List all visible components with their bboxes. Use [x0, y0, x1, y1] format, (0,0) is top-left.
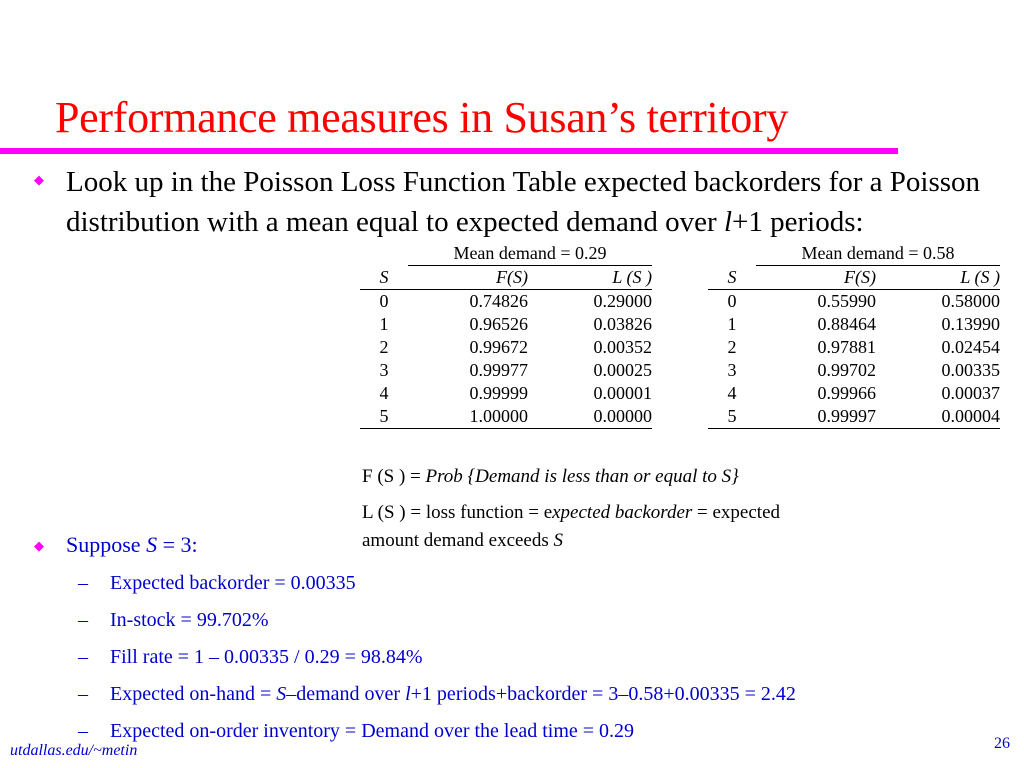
- sub-item-text: Expected backorder = 0.00335: [110, 572, 356, 594]
- table-row: [360, 313, 652, 336]
- bullet-lookup-var: l: [723, 206, 732, 238]
- cell-s: 2: [379, 337, 389, 357]
- table-row: [360, 336, 652, 359]
- cell-s: 1: [727, 314, 737, 334]
- cell-f: 0.99966: [817, 383, 876, 403]
- cell-f: 0.97881: [817, 337, 876, 357]
- cell-f: 0.99997: [756, 405, 876, 429]
- col-header-f: F(S): [408, 266, 528, 290]
- table-mean-label: Mean demand = 0.58: [756, 242, 1000, 266]
- bullet-suppose: [66, 530, 198, 560]
- cell-l: 0.02454: [941, 337, 1000, 357]
- footer-url: utdallas.edu/~metin: [10, 742, 138, 759]
- cell-s: 5: [360, 405, 408, 429]
- sub-item-on-order: [78, 720, 634, 743]
- cell-f: 0.96526: [469, 314, 528, 334]
- sub-item-text: In-stock = 99.702%: [110, 609, 269, 631]
- table-mean-label: Mean demand = 0.29: [408, 242, 652, 266]
- table-row: [360, 359, 652, 382]
- definition-l-mid: xpected backorder: [552, 502, 693, 523]
- bullet-lookup-end: +1 periods:: [732, 206, 864, 238]
- sub-item-var-s: S: [276, 683, 287, 705]
- sub-item-fill-rate: [78, 646, 423, 669]
- sub-item-mid: –demand over: [286, 683, 406, 705]
- cell-f: 0.99702: [817, 360, 876, 380]
- title-underline: [0, 148, 898, 154]
- definition-f-rhs: Prob {Demand is less than or equal to S}: [425, 466, 739, 487]
- cell-l: 0.58000: [941, 291, 1000, 311]
- sub-item-text: Expected on-order inventory = Demand over the lead time = 0.29: [110, 720, 635, 742]
- loss-table-mean-029: [360, 242, 652, 429]
- cell-l: 0.03826: [593, 314, 652, 334]
- cell-f: 0.74826: [469, 291, 528, 311]
- cell-s: 1: [379, 314, 389, 334]
- cell-f: 0.99999: [469, 383, 528, 403]
- table-row: [708, 382, 1000, 405]
- cell-s: 2: [727, 337, 737, 357]
- cell-f: 0.88464: [817, 314, 876, 334]
- dash-marker: –: [78, 646, 88, 668]
- definition-l-line2-var: S: [553, 530, 564, 551]
- sub-item-pre: Expected on-hand =: [110, 683, 277, 705]
- bullet-suppose-var: S: [146, 532, 158, 557]
- definition-l-line2-text: amount demand exceeds: [362, 530, 554, 551]
- table-row: [708, 290, 1000, 314]
- table-row: [360, 290, 652, 314]
- cell-s: 3: [727, 360, 737, 380]
- col-header-f: F(S): [756, 266, 876, 290]
- cell-f: 0.99977: [469, 360, 528, 380]
- definition-f-lhs: F (S ) =: [362, 466, 426, 487]
- sub-item-in-stock: [78, 609, 268, 632]
- table-row: [708, 336, 1000, 359]
- col-header-s: S: [708, 266, 756, 290]
- sub-item-post: +1 periods+backorder = 3–0.58+0.00335 = 2.42: [410, 683, 796, 705]
- table-row: [708, 313, 1000, 336]
- col-header-s: S: [360, 266, 408, 290]
- dash-marker: –: [78, 720, 88, 742]
- cell-s: 4: [379, 383, 389, 403]
- sub-item-backorder: [78, 572, 356, 595]
- col-header-l: L (S ): [528, 266, 652, 290]
- bullet-suppose-prefix: Suppose: [66, 532, 147, 557]
- definition-l-end: = expected: [692, 502, 781, 523]
- cell-s: 5: [708, 405, 756, 429]
- cell-l: 0.13990: [941, 314, 1000, 334]
- cell-f: 0.55990: [817, 291, 876, 311]
- col-header-l: L (S ): [876, 266, 1000, 290]
- definition-l: [362, 502, 780, 524]
- dash-marker: –: [78, 609, 88, 631]
- cell-l: 0.00025: [593, 360, 652, 380]
- dash-marker: –: [78, 572, 88, 594]
- diamond-bullet-icon: ◆: [34, 538, 44, 553]
- bullet-lookup-text: Look up in the Poisson Loss Function Table expected backorders for a Poisson distribution with a mean equal to expected demand over: [66, 166, 981, 238]
- cell-l: 0.29000: [593, 291, 652, 311]
- cell-f: 1.00000: [408, 405, 528, 429]
- cell-l: 0.00004: [876, 405, 1000, 429]
- sub-item-text: Fill rate = 1 – 0.00335 / 0.29 = 98.84%: [110, 646, 423, 668]
- table-row: [708, 405, 1000, 429]
- dash-marker: –: [78, 683, 88, 705]
- cell-s: 0: [727, 291, 737, 311]
- table-row: [360, 405, 652, 429]
- definition-l-lhs: L (S ) = loss function = e: [362, 502, 553, 523]
- cell-s: 3: [379, 360, 389, 380]
- table-row: [360, 382, 652, 405]
- table-row: [708, 359, 1000, 382]
- cell-l: 0.00001: [593, 383, 652, 403]
- loss-table-mean-058: [708, 242, 1000, 429]
- sub-item-var-l: l: [405, 683, 411, 705]
- bullet-lookup: [66, 162, 1016, 242]
- definition-l-line2: [362, 530, 563, 552]
- cell-l: 0.00352: [593, 337, 652, 357]
- definition-f: [362, 466, 739, 488]
- diamond-bullet-icon: ◆: [34, 172, 44, 187]
- cell-l: 0.00335: [941, 360, 1000, 380]
- bullet-suppose-suffix: = 3:: [157, 532, 198, 557]
- cell-s: 4: [727, 383, 737, 403]
- sub-item-on-hand: [78, 683, 796, 706]
- cell-l: 0.00037: [941, 383, 1000, 403]
- slide-title: Performance measures in Susan’s territory: [55, 93, 789, 142]
- page-number: 26: [994, 735, 1010, 752]
- cell-s: 0: [379, 291, 389, 311]
- cell-l: 0.00000: [528, 405, 652, 429]
- cell-f: 0.99672: [469, 337, 528, 357]
